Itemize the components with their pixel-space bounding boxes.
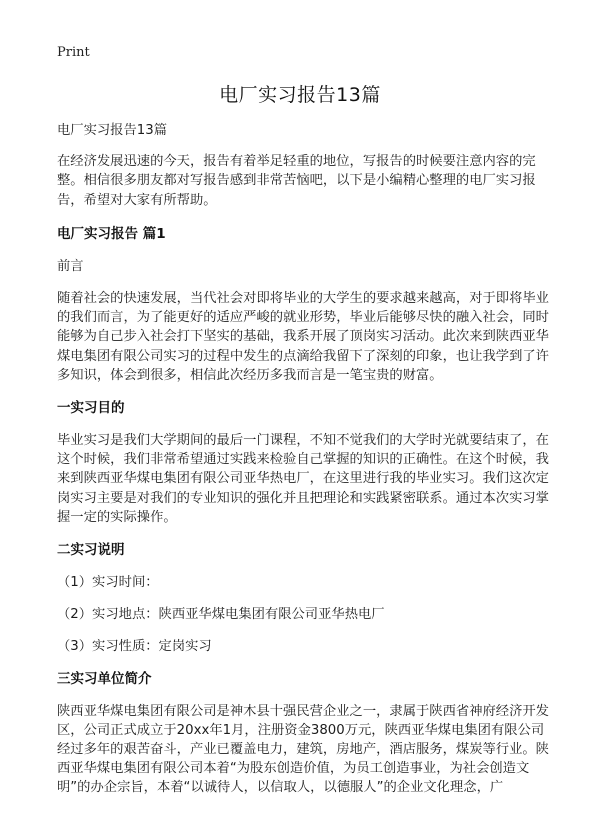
- preface-paragraph: 随着社会的快速发展，当代社会对即将毕业的大学生的要求越来越高，对于即将毕业的我们而言，为了能更好的适应严峻的就业形势，毕业后能够尽快的融入社会，同时能够为自己步入社会打下坚实的基础，我系开展了顶岗实习活动。此次来到陕西亚华煤电集团有限公司实习的过程中发生的点滴给我留下了深刻的印象，也让我学到了许多知识，体会到很多，相信此次经历多我而言是一笔宝贵的财富。: [57, 291, 549, 383]
- description-item-location: （2）实习地点：陕西亚华煤电集团有限公司亚华热电厂: [57, 607, 385, 623]
- section-heading-description: 二实习说明: [57, 542, 125, 559]
- purpose-paragraph: 毕业实习是我们大学期间的最后一门课程，不知不觉我们的大学时光就要结束了，在这个时候，我们非常希望通过实践来检验自己掌握的知识的正确性。在这个时候，我来到陕西亚华煤电集团有限公司亚华热电厂，在这里进行我的毕业实习。我们这次定岗实习主要是对我们的专业知识的强化并且把理论和实践紧密联系。通过本次实习掌握一定的实际操作。: [57, 433, 549, 525]
- unit-paragraph: 陕西亚华煤电集团有限公司是神木县十强民营企业之一，隶属于陕西省神府经济开发区，公司正式成立于20xx年1月，注册资金3800万元，陕西亚华煤电集团有限公司经过多年的艰苦奋斗，产业已覆盖电力，建筑，房地产，酒店服务，煤炭等行业。陕西亚华煤电集团有限公司本着“为股东创造价值，为员工创造事业，为社会创造文明”的办企宗旨，本着“以诚待人，以信取人，以德服人”的企业文化理念，广: [57, 703, 549, 796]
- preface-label: 前言: [57, 258, 84, 274]
- document-body: [57, 121, 557, 812]
- section-heading-unit: 三实习单位简介: [57, 670, 152, 687]
- description-item-time: （1）实习时间：: [57, 575, 159, 591]
- print-link[interactable]: Print: [57, 45, 90, 60]
- section-heading-report-1: 电厂实习报告 篇1: [57, 225, 166, 242]
- document-subtitle: 电厂实习报告13篇: [57, 123, 167, 138]
- intro-paragraph: 在经济发展迅速的今天，报告有着举足轻重的地位，写报告的时候要注意内容的完整。相信很多朋友都对写报告感到非常苦恼吧，以下是小编精心整理的电厂实习报告，希望对大家有所帮助。: [57, 154, 536, 208]
- description-item-nature: （3）实习性质：定岗实习: [57, 639, 212, 655]
- section-heading-purpose: 一实习目的: [57, 400, 125, 417]
- page-title: 电厂实习报告13篇: [219, 84, 381, 106]
